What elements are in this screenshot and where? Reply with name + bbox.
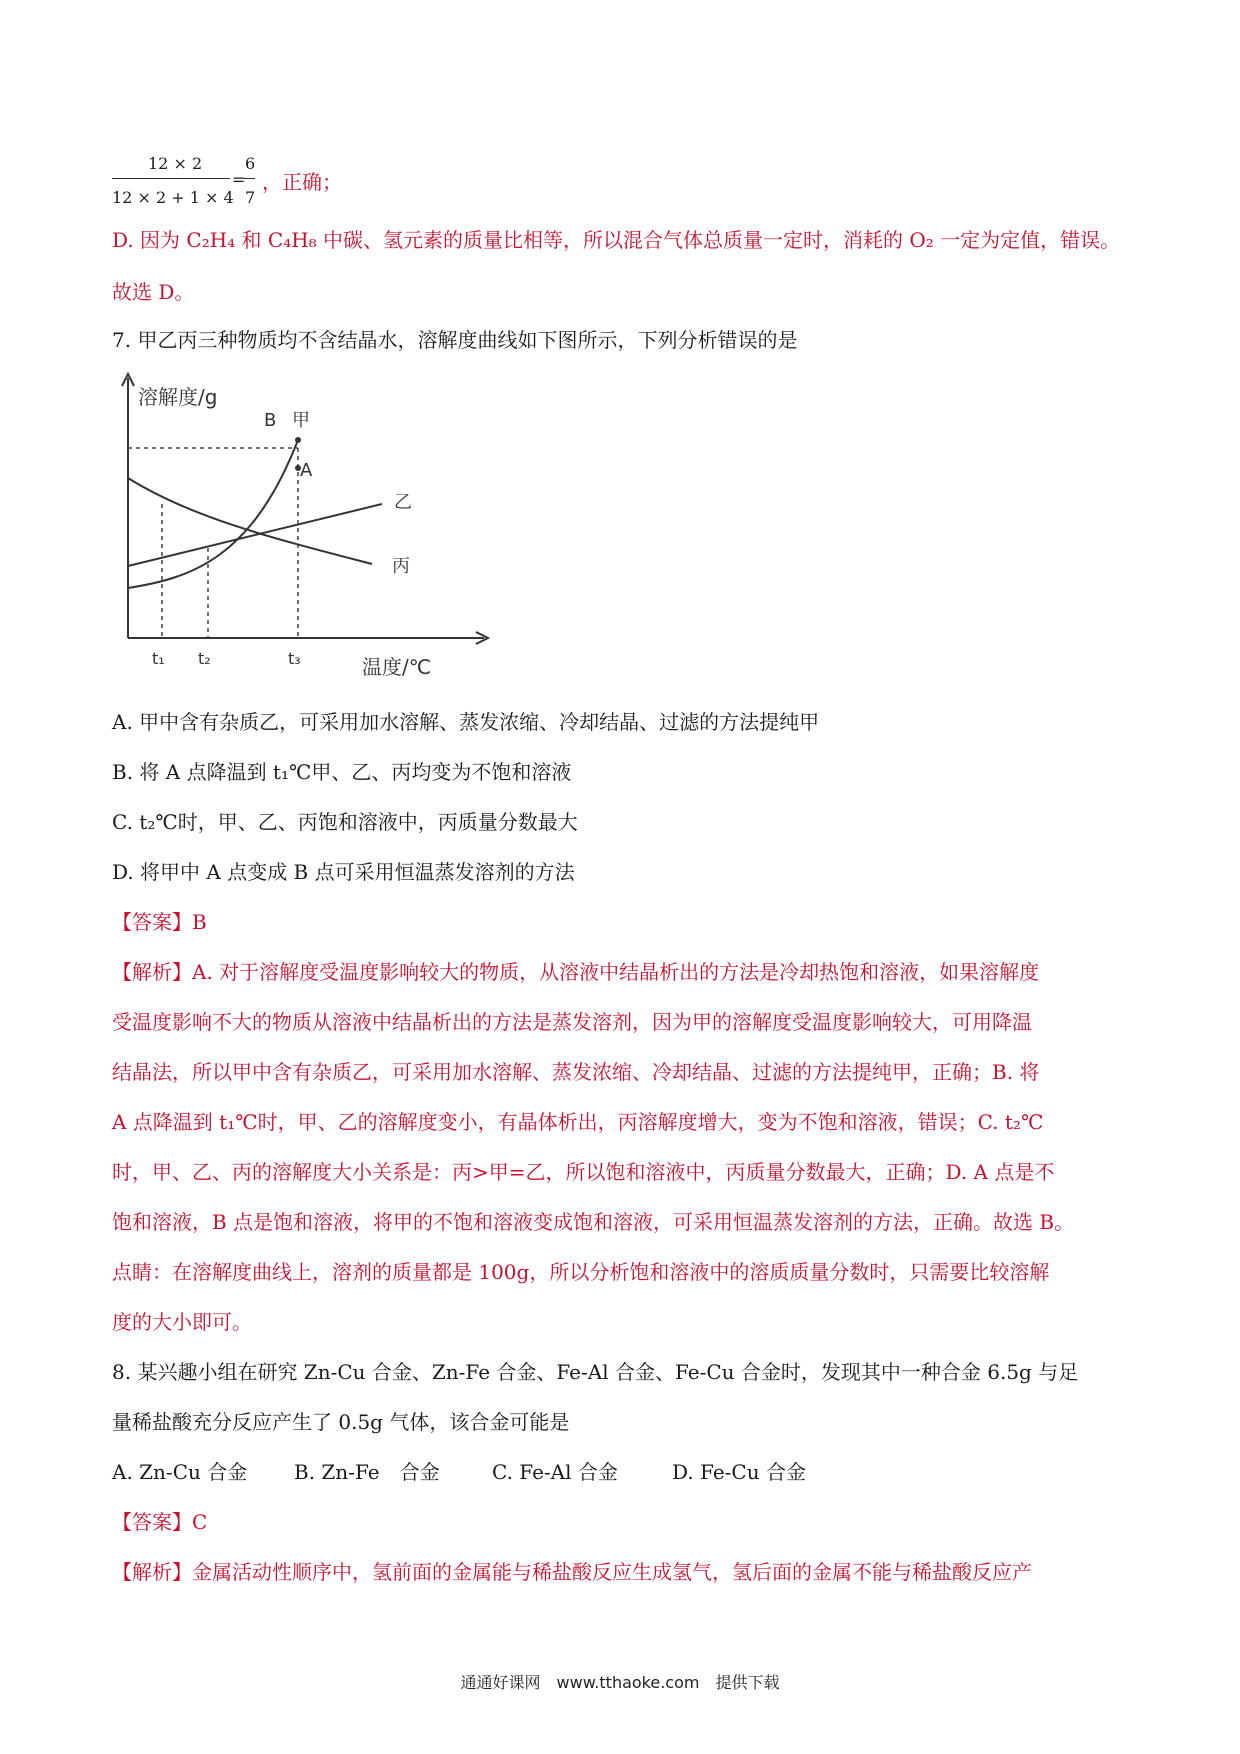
page-footer: 通通好课网 www.tthaoke.com 提供下载 bbox=[460, 1673, 780, 1692]
q7-analysis-tag: 【解析】 bbox=[112, 960, 192, 984]
q8-analysis-line-1 bbox=[112, 1562, 1032, 1582]
q8-stem-line-2: 量稀盐酸充分反应产生了 0.5g 气体，该合金可能是 bbox=[112, 1410, 570, 1434]
q7-analysis-text-1: A. 对于溶解度受温度影响较大的物质，从溶液中结晶析出的方法是冷却热饱和溶液，如果溶解度 bbox=[192, 960, 1040, 984]
prev-conclusion: 故选 D。 bbox=[112, 280, 195, 304]
q7-option-c: C. t₂℃时，甲、乙、丙饱和溶液中，丙质量分数最大 bbox=[112, 810, 578, 834]
q7-analysis-line-1 bbox=[112, 962, 1039, 982]
q8-option-d: D. Fe-Cu 合金 bbox=[672, 1460, 806, 1484]
q8-option-a: A. Zn-Cu 合金 bbox=[112, 1460, 248, 1484]
q7-option-d: D. 将甲中 A 点变成 B 点可采用恒温蒸发溶剂的方法 bbox=[112, 860, 575, 884]
q8-stem-line-1: 8. 某兴趣小组在研究 Zn-Cu 合金、Zn-Fe 合金、Fe-Al 合金、Fe-Cu 合金时，发现其中一种合金 6.5g 与足 bbox=[112, 1360, 1079, 1384]
q8-answer-value: C bbox=[192, 1510, 208, 1534]
point-b bbox=[295, 437, 301, 443]
q7-option-b: B. 将 A 点降温到 t₁℃甲、乙、丙均变为不饱和溶液 bbox=[112, 760, 572, 784]
tick-t2: t₂ bbox=[198, 649, 211, 668]
q7-analysis-line-2: 受温度影响不大的物质从溶液中结晶析出的方法是蒸发溶剂，因为甲的溶解度受温度影响较大，可用降温 bbox=[112, 1010, 1032, 1034]
curve-jia bbox=[128, 440, 298, 588]
fraction-right-bar bbox=[243, 178, 255, 179]
fraction-tail: ，正确； bbox=[262, 170, 342, 194]
q7-analysis-line-3: 结晶法，所以甲中含有杂质乙，可采用加水溶解、蒸发浓缩、冷却结晶、过滤的方法提纯甲，正确；B. 将 bbox=[112, 1060, 1040, 1084]
tick-t3: t₃ bbox=[288, 649, 301, 668]
curve-bing bbox=[128, 478, 372, 564]
q8-analysis-tag: 【解析】 bbox=[112, 1560, 192, 1584]
label-series-bing: 丙 bbox=[392, 556, 410, 577]
fraction-left-denominator: 12 × 2 + 1 × 4 bbox=[112, 188, 234, 207]
q8-analysis-text: 金属活动性顺序中，氢前面的金属能与稀盐酸反应生成氢气，氢后面的金属不能与稀盐酸反应产 bbox=[192, 1560, 1032, 1584]
fraction-right-denominator: 7 bbox=[245, 188, 256, 207]
fraction-equals: = bbox=[232, 170, 246, 189]
q7-option-a: A. 甲中含有杂质乙，可采用加水溶解、蒸发浓缩、冷却结晶、过滤的方法提纯甲 bbox=[112, 710, 820, 734]
tick-t1: t₁ bbox=[152, 649, 165, 668]
q7-analysis-line-6: 饱和溶液，B 点是饱和溶液，将甲的不饱和溶液变成饱和溶液，可采用恒温蒸发溶剂的方法，正确。故选 B。 bbox=[112, 1210, 1075, 1234]
label-a: A bbox=[300, 460, 313, 481]
q8-answer-tag: 【答案】 bbox=[112, 1510, 192, 1534]
fraction-left-bar bbox=[112, 178, 230, 179]
question-7-stem: 7. 甲乙丙三种物质均不含结晶水，溶解度曲线如下图所示，下列分析错误的是 bbox=[112, 328, 798, 352]
q7-analysis-line-8: 度的大小即可。 bbox=[112, 1310, 252, 1334]
q7-answer-tag: 【答案】 bbox=[112, 910, 192, 934]
x-axis-label: 温度/℃ bbox=[362, 655, 432, 679]
solubility-chart bbox=[112, 368, 492, 688]
label-series-jia: 甲 bbox=[292, 410, 310, 431]
q7-analysis-line-7: 点睛：在溶解度曲线上，溶剂的质量都是 100g，所以分析饱和溶液中的溶质质量分数时，只需要比较溶解 bbox=[112, 1260, 1050, 1284]
fraction-left-numerator: 12 × 2 bbox=[148, 154, 203, 173]
prev-option-d: D. 因为 C₂H₄ 和 C₄H₈ 中碳、氢元素的质量比相等，所以混合气体总质量一定时，消耗的 O₂ 一定为定值，错误。 bbox=[112, 228, 1121, 252]
q7-analysis-line-5: 时，甲、乙、丙的溶解度大小关系是：丙>甲=乙，所以饱和溶液中，丙质量分数最大，正确；D. A 点是不 bbox=[112, 1160, 1055, 1184]
fraction-right-numerator: 6 bbox=[245, 154, 256, 173]
q7-analysis-line-4: A 点降温到 t₁℃时，甲、乙的溶解度变小，有晶体析出，丙溶解度增大，变为不饱和溶液，错误；C. t₂℃ bbox=[112, 1110, 1044, 1134]
q8-answer bbox=[112, 1512, 207, 1532]
q8-option-b: B. Zn-Fe 合金 bbox=[294, 1460, 440, 1484]
q7-answer bbox=[112, 912, 207, 932]
q7-answer-value: B bbox=[192, 910, 207, 934]
y-axis-label: 溶解度/g bbox=[138, 385, 218, 409]
q8-option-c: C. Fe-Al 合金 bbox=[492, 1460, 618, 1484]
label-b: B bbox=[264, 410, 277, 431]
label-series-yi: 乙 bbox=[394, 492, 412, 513]
